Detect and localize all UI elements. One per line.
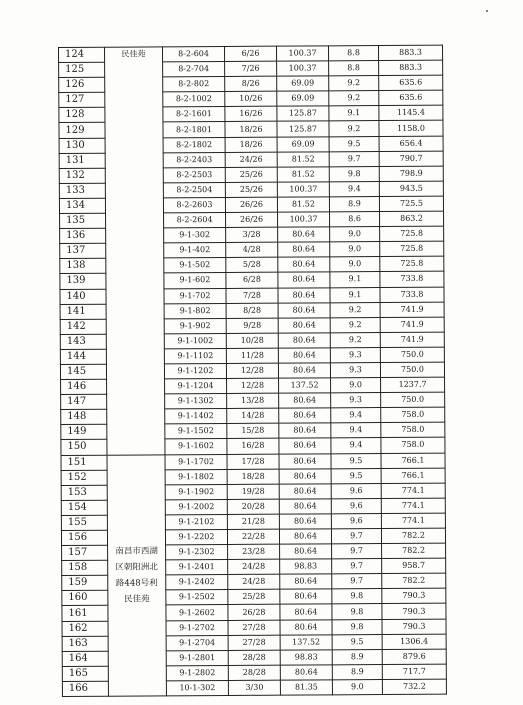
area-cell: 80.64 — [278, 318, 330, 333]
unit-price-cell: 9.0 — [330, 257, 380, 272]
row-number-cell: 126 — [59, 77, 105, 92]
row-number-cell: 144 — [60, 349, 106, 364]
floor-cell: 21/28 — [227, 514, 279, 529]
unit-price-cell: 9.2 — [329, 91, 379, 106]
total-price-cell: 758.0 — [381, 438, 445, 453]
unit-number-cell: 9-1-2302 — [166, 545, 228, 560]
area-cell: 81.52 — [277, 152, 329, 167]
unit-price-cell: 9.2 — [329, 121, 379, 136]
row-number-cell: 152 — [61, 470, 107, 485]
floor-cell: 25/26 — [225, 182, 277, 197]
row-number-cell: 165 — [62, 666, 108, 681]
floor-cell: 8/26 — [225, 76, 277, 91]
total-price-cell: 635.6 — [379, 75, 443, 90]
unit-number-cell: 9-1-802 — [164, 303, 226, 318]
unit-price-cell: 9.6 — [331, 483, 381, 498]
row-number-cell: 148 — [61, 409, 107, 424]
area-cell: 80.64 — [279, 529, 331, 544]
floor-cell: 14/28 — [227, 408, 279, 423]
unit-number-cell: 9-1-1702 — [165, 454, 227, 469]
row-number-cell: 140 — [60, 289, 106, 304]
area-cell: 80.64 — [278, 287, 330, 302]
unit-number-cell: 9-1-1204 — [165, 379, 227, 394]
area-cell: 80.64 — [278, 363, 330, 378]
area-cell: 80.64 — [278, 333, 330, 348]
row-number-cell: 149 — [61, 425, 107, 440]
unit-number-cell: 8-2-1601 — [163, 107, 225, 122]
floor-cell: 18/26 — [225, 122, 277, 137]
area-cell: 125.87 — [277, 121, 329, 136]
area-cell: 69.09 — [277, 76, 329, 91]
unit-price-cell: 9.5 — [331, 468, 381, 483]
project-name-cell: 民佳苑 — [105, 47, 165, 455]
floor-cell: 20/28 — [227, 499, 279, 514]
total-price-cell: 790.3 — [382, 589, 446, 604]
row-number-cell: 143 — [60, 334, 106, 349]
floor-cell: 10/26 — [225, 91, 277, 106]
unit-price-cell: 9.2 — [330, 317, 380, 332]
unit-number-cell: 9-1-402 — [164, 243, 226, 258]
total-price-cell: 741.9 — [380, 302, 444, 317]
unit-price-cell: 9.2 — [330, 332, 380, 347]
row-number-cell: 133 — [59, 183, 105, 198]
unit-price-cell: 9.0 — [330, 242, 380, 257]
unit-number-cell: 9-1-1202 — [164, 363, 226, 378]
row-number-cell: 156 — [61, 530, 107, 545]
unit-price-cell: 9.4 — [329, 181, 379, 196]
unit-price-cell: 9.6 — [331, 498, 381, 513]
total-price-cell: 725.5 — [379, 196, 443, 211]
row-number-cell: 162 — [62, 621, 108, 636]
area-cell: 80.64 — [280, 604, 332, 619]
unit-number-cell: 9-1-302 — [164, 228, 226, 243]
unit-number-cell: 9-1-1802 — [165, 469, 227, 484]
floor-cell: 27/28 — [228, 635, 280, 650]
unit-number-cell: 8-2-1002 — [163, 92, 225, 107]
area-cell: 80.64 — [278, 257, 330, 272]
floor-cell: 5/28 — [226, 257, 278, 272]
row-number-cell: 135 — [60, 213, 106, 228]
unit-price-cell: 9.0 — [332, 679, 382, 694]
unit-number-cell: 9-1-2002 — [165, 499, 227, 514]
unit-number-cell: 9-1-2202 — [165, 529, 227, 544]
total-price-cell: 883.3 — [378, 45, 442, 60]
floor-cell: 4/28 — [226, 242, 278, 257]
floor-cell: 25/28 — [228, 590, 280, 605]
unit-price-cell: 9.7 — [332, 544, 382, 559]
row-number-cell: 134 — [59, 198, 105, 213]
unit-number-cell: 9-1-702 — [164, 288, 226, 303]
area-cell: 80.64 — [278, 302, 330, 317]
unit-price-cell: 9.8 — [329, 166, 379, 181]
unit-number-cell: 9-1-1002 — [164, 333, 226, 348]
table-body — [59, 45, 447, 696]
total-price-cell: 732.2 — [382, 679, 446, 694]
area-cell: 80.64 — [280, 665, 332, 680]
area-cell: 80.64 — [279, 468, 331, 483]
total-price-cell: 733.8 — [380, 287, 444, 302]
area-cell: 80.64 — [279, 453, 331, 468]
floor-cell: 24/28 — [228, 559, 280, 574]
unit-price-cell: 8.9 — [329, 196, 379, 211]
row-number-cell: 151 — [61, 455, 107, 470]
row-number-cell: 154 — [61, 500, 107, 515]
total-price-cell: 656.4 — [379, 136, 443, 151]
total-price-cell: 782.2 — [381, 528, 445, 543]
total-price-cell: 774.1 — [381, 483, 445, 498]
area-cell: 137.52 — [279, 378, 331, 393]
unit-price-cell: 9.4 — [331, 423, 381, 438]
total-price-cell: 798.9 — [379, 166, 443, 181]
unit-price-cell: 9.8 — [332, 604, 382, 619]
total-price-cell: 766.1 — [381, 468, 445, 483]
area-cell: 98.83 — [280, 559, 332, 574]
row-number-cell: 161 — [62, 606, 108, 621]
total-price-cell: 725.8 — [380, 256, 444, 271]
floor-cell: 16/28 — [227, 439, 279, 454]
total-price-cell: 790.3 — [382, 604, 446, 619]
unit-price-cell: 9.5 — [329, 136, 379, 151]
total-price-cell: 717.7 — [382, 664, 446, 679]
unit-number-cell: 8-2-1802 — [163, 137, 225, 152]
floor-cell: 28/28 — [228, 650, 280, 665]
total-price-cell: 750.0 — [380, 347, 444, 362]
total-price-cell: 635.6 — [379, 90, 443, 105]
area-cell: 80.64 — [280, 574, 332, 589]
floor-cell: 10/28 — [226, 333, 278, 348]
unit-number-cell: 9-1-1302 — [165, 394, 227, 409]
scan-speck — [486, 10, 488, 12]
property-price-table — [58, 45, 447, 697]
unit-number-cell: 9-1-902 — [164, 318, 226, 333]
area-cell: 100.37 — [277, 61, 329, 76]
unit-number-cell: 8-2-2604 — [164, 213, 226, 228]
unit-number-cell: 8-2-802 — [163, 77, 225, 92]
area-cell: 80.64 — [279, 499, 331, 514]
floor-cell: 6/26 — [224, 46, 276, 61]
unit-number-cell: 9-1-2401 — [166, 560, 228, 575]
area-cell: 80.64 — [280, 619, 332, 634]
unit-number-cell: 9-1-1102 — [164, 348, 226, 363]
row-number-cell: 157 — [62, 545, 108, 560]
unit-price-cell: 9.0 — [331, 378, 381, 393]
unit-price-cell: 9.1 — [330, 272, 380, 287]
area-cell: 80.64 — [279, 423, 331, 438]
row-number-cell: 141 — [60, 304, 106, 319]
floor-cell: 25/26 — [225, 167, 277, 182]
unit-price-cell: 8.9 — [332, 649, 382, 664]
row-number-cell: 125 — [59, 62, 105, 77]
row-number-cell: 131 — [59, 153, 105, 168]
unit-number-cell: 9-1-2801 — [166, 650, 228, 665]
unit-price-cell: 9.1 — [330, 287, 380, 302]
area-cell: 81.52 — [277, 197, 329, 212]
unit-number-cell: 8-2-1801 — [163, 122, 225, 137]
floor-cell: 18/26 — [225, 137, 277, 152]
area-cell: 125.87 — [277, 106, 329, 121]
row-number-cell: 159 — [62, 575, 108, 590]
unit-number-cell: 9-1-1502 — [165, 424, 227, 439]
total-price-cell: 750.0 — [381, 392, 445, 407]
row-number-cell: 166 — [62, 681, 108, 696]
unit-number-cell: 9-1-502 — [164, 258, 226, 273]
unit-price-cell: 9.5 — [331, 453, 381, 468]
unit-number-cell: 9-1-1402 — [165, 409, 227, 424]
row-number-cell: 139 — [60, 274, 106, 289]
unit-price-cell: 9.0 — [330, 227, 380, 242]
row-number-cell: 145 — [60, 364, 106, 379]
row-number-cell: 150 — [61, 440, 107, 455]
total-price-cell: 782.2 — [382, 573, 446, 588]
area-cell: 80.64 — [279, 408, 331, 423]
unit-number-cell: 9-1-2702 — [166, 620, 228, 635]
total-price-cell: 782.2 — [382, 543, 446, 558]
row-number-cell: 138 — [60, 259, 106, 274]
row-number-cell: 164 — [62, 651, 108, 666]
row-number-cell: 127 — [59, 92, 105, 107]
total-price-cell: 1145.4 — [379, 106, 443, 121]
total-price-cell: 758.0 — [381, 407, 445, 422]
floor-cell: 8/28 — [226, 303, 278, 318]
area-cell: 100.37 — [276, 46, 328, 61]
total-price-cell: 725.8 — [380, 241, 444, 256]
area-cell: 80.64 — [279, 484, 331, 499]
unit-price-cell: 8.9 — [332, 664, 382, 679]
total-price-cell: 725.8 — [380, 226, 444, 241]
row-number-cell: 136 — [60, 228, 106, 243]
floor-cell: 6/28 — [226, 273, 278, 288]
total-price-cell: 766.1 — [381, 453, 445, 468]
row-number-cell: 137 — [60, 243, 106, 258]
total-price-cell: 883.3 — [379, 60, 443, 75]
row-number-cell: 130 — [59, 138, 105, 153]
floor-cell: 15/28 — [227, 424, 279, 439]
floor-cell: 26/28 — [228, 605, 280, 620]
row-number-cell: 160 — [62, 591, 108, 606]
total-price-cell: 1158.0 — [379, 121, 443, 136]
row-number-cell: 146 — [61, 379, 107, 394]
total-price-cell: 943.5 — [379, 181, 443, 196]
unit-number-cell: 8-2-2603 — [163, 197, 225, 212]
area-cell: 80.64 — [280, 589, 332, 604]
floor-cell: 23/28 — [228, 544, 280, 559]
area-cell: 69.09 — [277, 91, 329, 106]
unit-number-cell: 8-2-604 — [163, 46, 225, 61]
total-price-cell: 758.0 — [381, 422, 445, 437]
row-number-cell: 132 — [59, 168, 105, 183]
total-price-cell: 1237.7 — [381, 377, 445, 392]
area-cell: 80.64 — [278, 242, 330, 257]
unit-number-cell: 9-1-2704 — [166, 635, 228, 650]
floor-cell: 7/28 — [226, 288, 278, 303]
unit-price-cell: 9.2 — [330, 302, 380, 317]
unit-price-cell: 9.3 — [330, 363, 380, 378]
row-number-cell: 163 — [62, 636, 108, 651]
total-price-cell: 790.7 — [379, 151, 443, 166]
unit-price-cell: 9.7 — [329, 151, 379, 166]
unit-number-cell: 8-2-2504 — [163, 182, 225, 197]
unit-number-cell: 9-1-2502 — [166, 590, 228, 605]
area-cell: 98.83 — [280, 650, 332, 665]
floor-cell: 17/28 — [227, 454, 279, 469]
area-cell: 100.37 — [278, 212, 330, 227]
floor-cell: 12/28 — [227, 378, 279, 393]
unit-price-cell: 9.1 — [329, 106, 379, 121]
row-number-cell: 128 — [59, 108, 105, 123]
unit-price-cell: 9.7 — [331, 529, 381, 544]
area-cell: 80.64 — [278, 227, 330, 242]
unit-number-cell: 9-1-1902 — [165, 484, 227, 499]
row-number-cell: 153 — [61, 485, 107, 500]
unit-price-cell: 9.4 — [331, 408, 381, 423]
total-price-cell: 863.2 — [380, 211, 444, 226]
row-number-cell: 129 — [59, 123, 105, 138]
area-cell: 80.64 — [278, 272, 330, 287]
unit-number-cell: 9-1-1602 — [165, 439, 227, 454]
unit-price-cell: 9.4 — [331, 438, 381, 453]
unit-price-cell: 9.3 — [331, 393, 381, 408]
area-cell: 81.35 — [280, 680, 332, 695]
floor-cell: 28/28 — [228, 665, 280, 680]
unit-number-cell: 8-2-704 — [163, 62, 225, 77]
floor-cell: 27/28 — [228, 620, 280, 635]
unit-price-cell: 9.7 — [332, 574, 382, 589]
floor-cell: 7/26 — [225, 61, 277, 76]
total-price-cell: 1306.4 — [382, 634, 446, 649]
unit-price-cell: 8.6 — [330, 212, 380, 227]
floor-cell: 12/28 — [226, 363, 278, 378]
unit-number-cell: 9-1-2802 — [166, 665, 228, 680]
area-cell: 80.64 — [279, 514, 331, 529]
floor-cell: 9/28 — [226, 318, 278, 333]
floor-cell: 3/30 — [228, 680, 280, 695]
unit-price-cell: 9.8 — [332, 589, 382, 604]
area-cell: 80.64 — [278, 348, 330, 363]
row-number-cell: 147 — [61, 394, 107, 409]
project-address-cell: 南昌市西湖区朝阳洲北路448号利民佳苑 — [107, 454, 166, 696]
total-price-cell: 958.7 — [382, 558, 446, 573]
floor-cell: 19/28 — [227, 484, 279, 499]
total-price-cell: 790.3 — [382, 619, 446, 634]
unit-price-cell: 9.8 — [332, 619, 382, 634]
area-cell: 80.64 — [279, 393, 331, 408]
area-cell: 80.64 — [280, 544, 332, 559]
floor-cell: 18/28 — [227, 469, 279, 484]
total-price-cell: 774.1 — [381, 498, 445, 513]
unit-price-cell: 8.8 — [328, 46, 378, 61]
unit-number-cell: 8-2-2503 — [163, 167, 225, 182]
unit-price-cell: 9.3 — [330, 347, 380, 362]
unit-number-cell: 10-1-302 — [166, 680, 228, 695]
floor-cell: 26/26 — [226, 212, 278, 227]
floor-cell: 24/26 — [225, 152, 277, 167]
total-price-cell: 733.8 — [380, 272, 444, 287]
unit-price-cell: 9.6 — [331, 513, 381, 528]
unit-number-cell: 9-1-2602 — [166, 605, 228, 620]
total-price-cell: 750.0 — [380, 362, 444, 377]
row-number-cell: 155 — [61, 515, 107, 530]
unit-number-cell: 8-2-2403 — [163, 152, 225, 167]
unit-price-cell: 9.2 — [329, 76, 379, 91]
floor-cell: 26/26 — [225, 197, 277, 212]
total-price-cell: 774.1 — [381, 513, 445, 528]
floor-cell: 24/28 — [228, 574, 280, 589]
unit-price-cell: 9.7 — [332, 559, 382, 574]
area-cell: 137.52 — [280, 634, 332, 649]
area-cell: 80.64 — [279, 438, 331, 453]
floor-cell: 22/28 — [227, 529, 279, 544]
floor-cell: 3/28 — [226, 227, 278, 242]
unit-price-cell: 8.8 — [329, 61, 379, 76]
row-number-cell: 158 — [62, 560, 108, 575]
row-number-cell: 142 — [60, 319, 106, 334]
floor-cell: 11/28 — [226, 348, 278, 363]
total-price-cell: 741.9 — [380, 332, 444, 347]
unit-number-cell: 9-1-602 — [164, 273, 226, 288]
floor-cell: 13/28 — [227, 393, 279, 408]
unit-price-cell: 9.5 — [332, 634, 382, 649]
floor-cell: 16/26 — [225, 107, 277, 122]
unit-number-cell: 9-1-2102 — [165, 514, 227, 529]
area-cell: 100.37 — [277, 182, 329, 197]
total-price-cell: 879.6 — [382, 649, 446, 664]
row-number-cell: 124 — [59, 47, 105, 62]
unit-number-cell: 9-1-2402 — [166, 575, 228, 590]
area-cell: 81.52 — [277, 167, 329, 182]
area-cell: 69.09 — [277, 136, 329, 151]
total-price-cell: 741.9 — [380, 317, 444, 332]
